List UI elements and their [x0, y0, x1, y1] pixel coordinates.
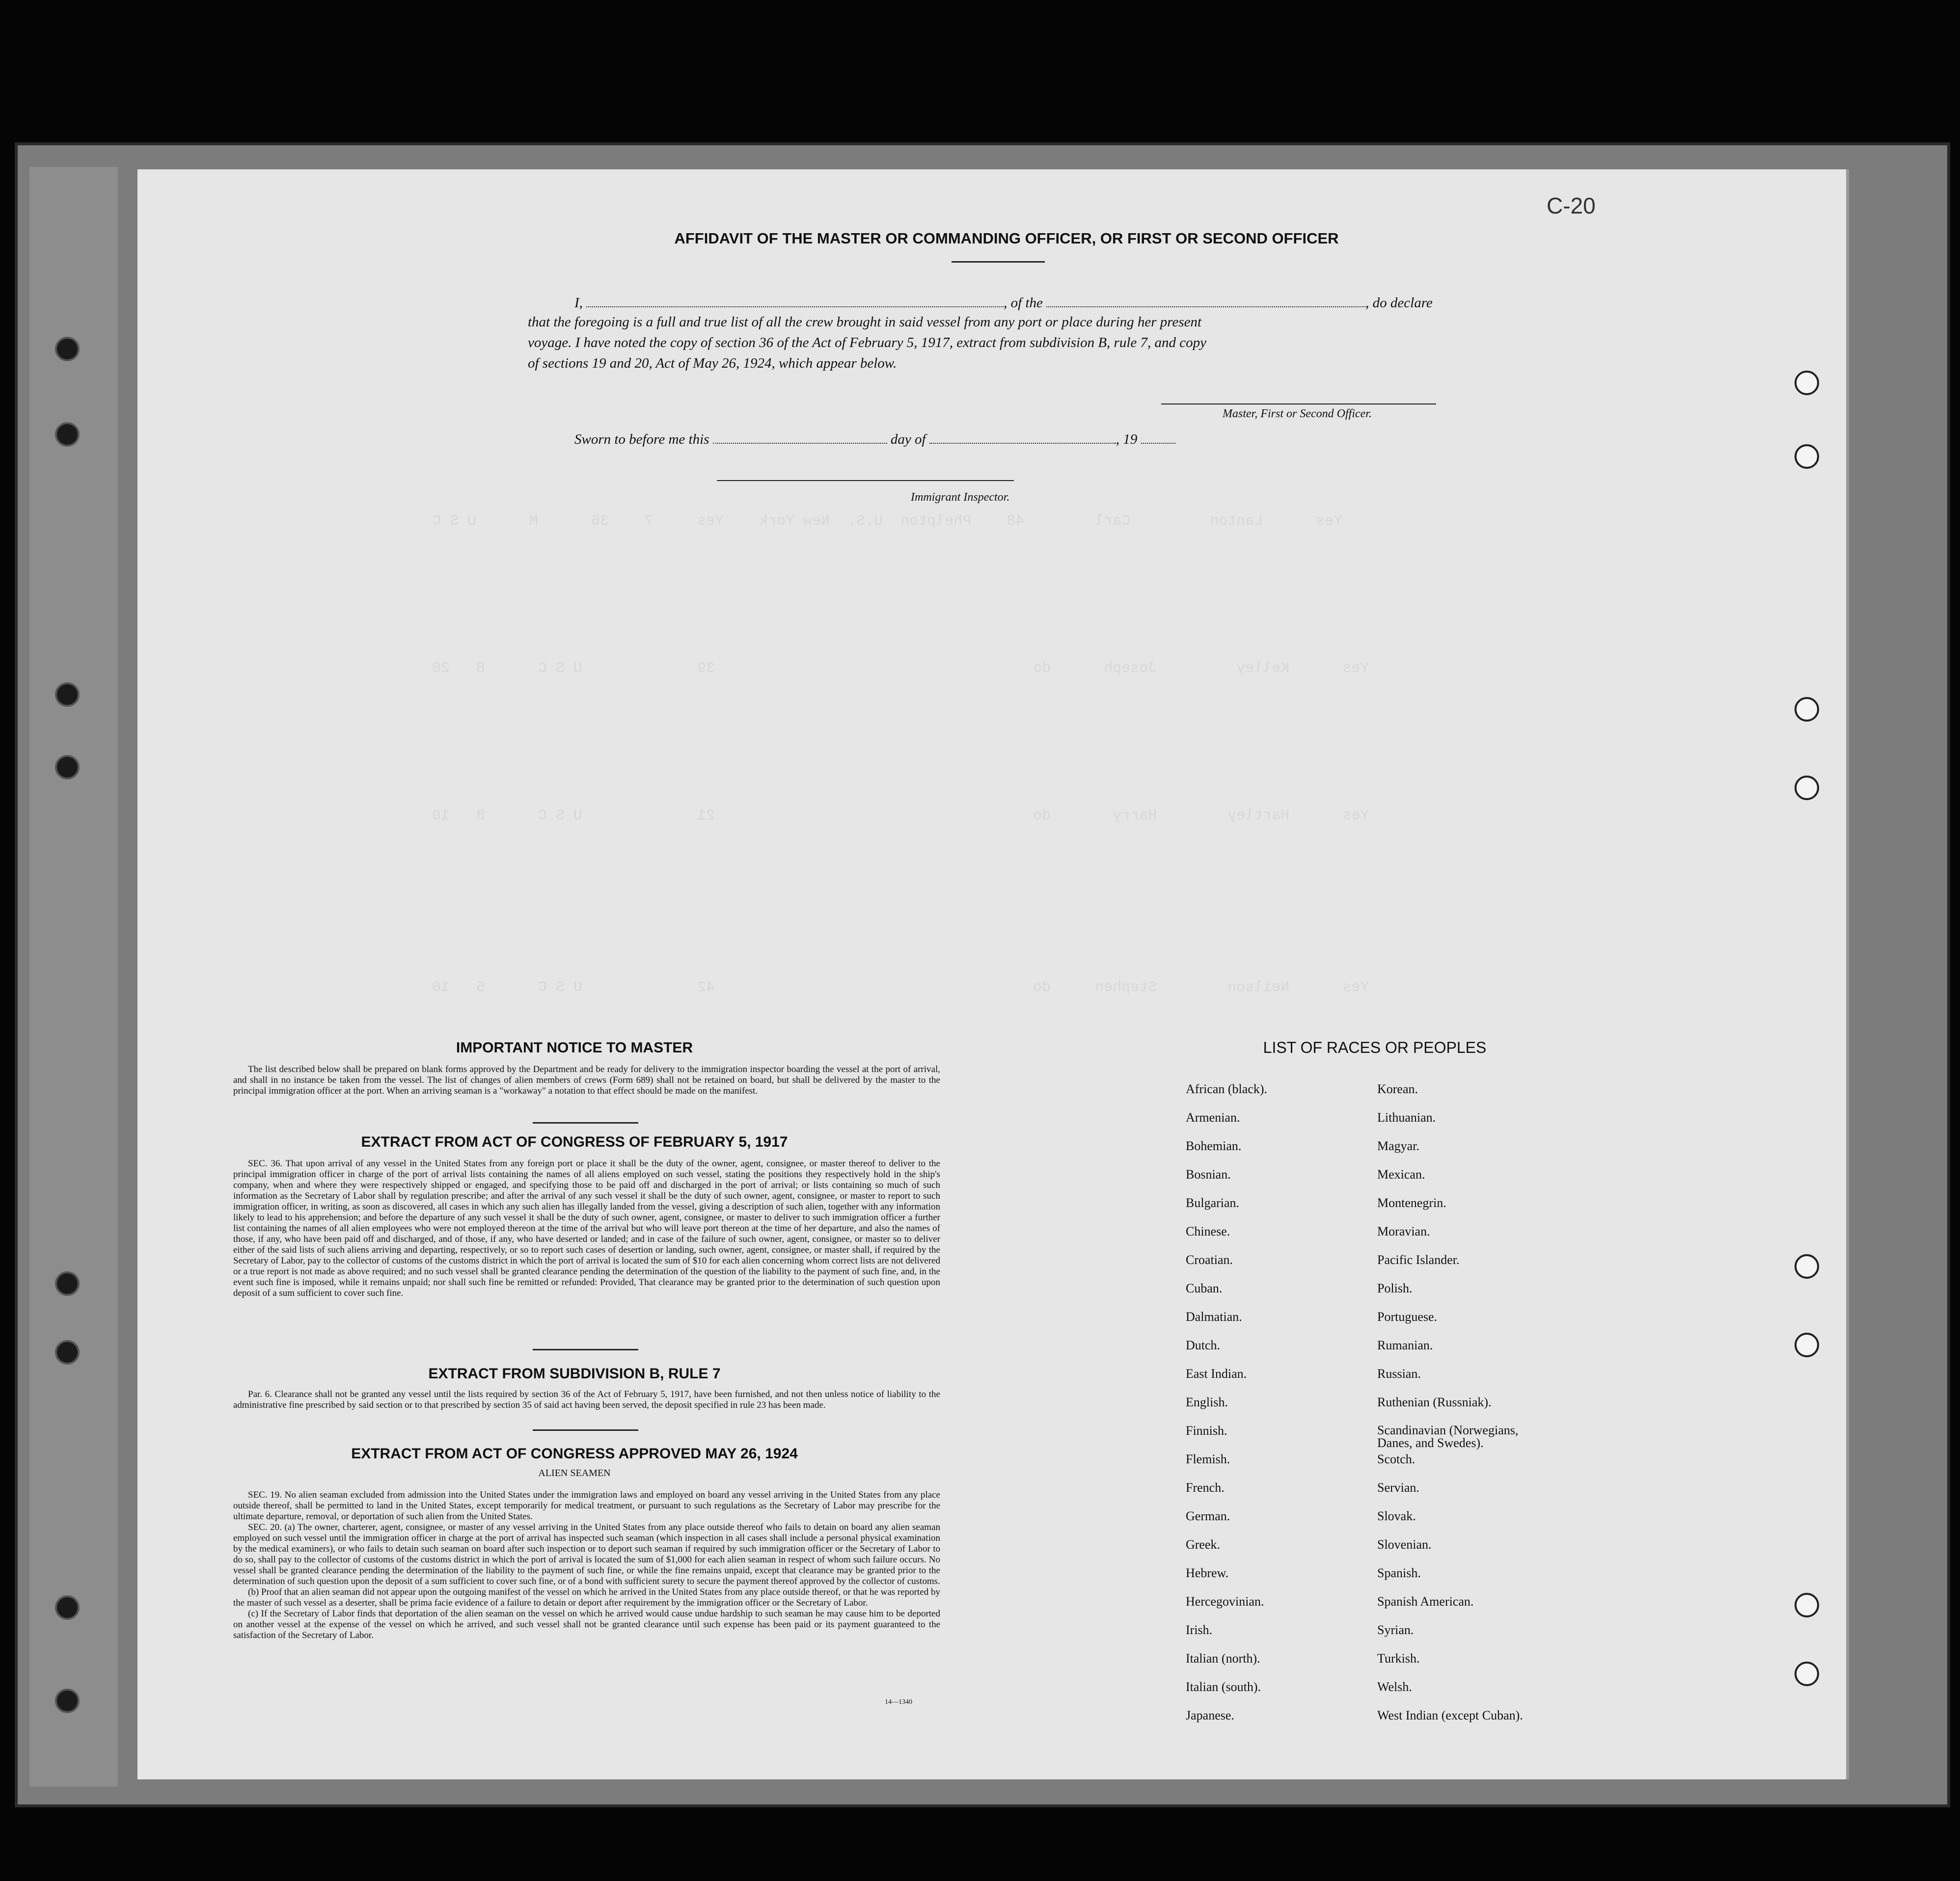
race-item: Moravian. [1377, 1224, 1430, 1238]
race-item: Korean. [1377, 1082, 1418, 1096]
board-edge [29, 167, 118, 1787]
races-column-right [1377, 1082, 1574, 1737]
subdivision-text: Par. 6. Clearance shall not be granted any vessel until the lists required by section 36 of the Act of February 5, 1917, have been furnished, and not then unless notice of liability to the administrative fine prescribed by said section or to that prescribed by section 35 of said act having been served, the deposit specified in rule 23 has been made. [233, 1389, 940, 1410]
race-item: Croatian. [1186, 1253, 1233, 1267]
race-item: Finnish. [1186, 1424, 1227, 1438]
race-item: Greek. [1186, 1537, 1221, 1552]
divider [533, 1349, 638, 1350]
notice-title: IMPORTANT NOTICE TO MASTER [456, 1040, 693, 1056]
race-item: Scotch. [1377, 1452, 1416, 1466]
year-label: , 19 [1116, 431, 1138, 447]
section-19: SEC. 19. No alien seaman excluded from admission into the United States under the immigration laws and employed on board any vessel arriving in the United States from any place outside thereof, shall be permitted to land in the United States, except temporarily for medical treatment, or pursuant to such regulations as the Secretary of Labor may prescribe for the ultimate departure, removal, or deportation of such alien from the United States. [233, 1490, 940, 1522]
race-item: Dalmatian. [1186, 1310, 1242, 1324]
declarant-name-field[interactable] [586, 294, 1004, 307]
binder-hole [55, 422, 80, 447]
affidavit-line2: that the foregoing is a full and true list of all the crew brought in said vessel from any port or place during her present [528, 314, 1202, 330]
vessel-label: , of the [1004, 295, 1043, 311]
reverse-side-bleed: Yes Lanton Carl 48 Phelpton U.S. New York Yes 7 36 M U S C [432, 513, 1343, 530]
sworn-day-field[interactable] [713, 430, 887, 444]
races-column-left [1186, 1082, 1382, 1737]
race-item: Polish. [1377, 1281, 1413, 1295]
binder-hole [55, 1595, 80, 1620]
race-item: Slovenian. [1377, 1537, 1432, 1552]
race-item: Rumanian. [1377, 1338, 1433, 1352]
race-item: Irish. [1186, 1623, 1213, 1637]
master-signature-line[interactable] [1161, 403, 1436, 404]
inspector-signature-line[interactable] [717, 480, 1014, 481]
race-item: West Indian (except Cuban). [1377, 1708, 1523, 1722]
race-item: Mexican. [1377, 1167, 1425, 1182]
punch-hole [1795, 371, 1819, 395]
sworn-label: Sworn to before me this [574, 431, 709, 447]
race-item: French. [1186, 1480, 1225, 1495]
races-title: LIST OF RACES OR PEOPLES [1263, 1039, 1487, 1056]
inspector-caption: Immigrant Inspector. [911, 491, 1010, 504]
reverse-side-bleed: Yes Kelley Joseph do 39 U S C 8 20 [432, 660, 1369, 677]
race-item: English. [1186, 1395, 1228, 1409]
race-item: Pacific Islander. [1377, 1253, 1460, 1267]
affidavit-line1 [574, 294, 1433, 311]
declare-label: , do declare [1365, 295, 1433, 311]
binder-hole [55, 1271, 80, 1296]
section-20b: (b) Proof that an alien seaman did not appear upon the outgoing manifest of the vessel on which he arrived in the United States from any place outside thereof, or that he was reported by the master of such vessel as a deserter, shall be prima facie evidence of a failure to detain or deport after requirement by the immigration officer or the Secretary of Labor. [233, 1587, 940, 1608]
race-item: Spanish American. [1377, 1594, 1474, 1609]
binder-hole [55, 682, 80, 707]
race-item: Bulgarian. [1186, 1196, 1240, 1210]
race-item: Russian. [1377, 1367, 1421, 1381]
punch-hole [1795, 776, 1819, 800]
binder-hole [55, 1689, 80, 1713]
race-item: Italian (south). [1186, 1680, 1261, 1694]
master-caption: Master, First or Second Officer. [1223, 407, 1372, 420]
sworn-month-field[interactable] [929, 430, 1116, 444]
punch-hole [1795, 1662, 1819, 1686]
alien-seamen-subtitle: ALIEN SEAMEN [538, 1468, 611, 1478]
divider [533, 1429, 638, 1431]
race-item: Japanese. [1186, 1708, 1234, 1722]
punch-hole [1795, 1333, 1819, 1357]
race-item: Italian (north). [1186, 1651, 1260, 1666]
race-item: German. [1186, 1509, 1230, 1523]
declarant-label: I, [574, 295, 583, 311]
divider [952, 261, 1045, 263]
race-item: Welsh. [1377, 1680, 1412, 1694]
reverse-side-bleed: Yes Hartley Harry do 21 U S C 8 10 [432, 807, 1369, 824]
race-item: Hercegovinian. [1186, 1594, 1264, 1609]
punch-hole [1795, 444, 1819, 469]
punch-hole [1795, 1254, 1819, 1279]
race-item: Magyar. [1377, 1139, 1419, 1153]
extract-1924-text [233, 1490, 940, 1641]
race-item: Armenian. [1186, 1110, 1240, 1125]
races-list [1186, 1082, 1588, 1735]
race-item: East Indian. [1186, 1367, 1247, 1381]
punch-hole [1795, 697, 1819, 722]
extract-1917-title: EXTRACT FROM ACT OF CONGRESS OF FEBRUARY 5, 1917 [361, 1134, 788, 1150]
divider [533, 1122, 638, 1124]
race-item: Montenegrin. [1377, 1196, 1446, 1210]
sworn-line [574, 430, 1175, 448]
race-item: Slovak. [1377, 1509, 1416, 1523]
binder-hole [55, 337, 80, 361]
affidavit-line3: voyage. I have noted the copy of section 36 of the Act of February 5, 1917, extract from subdivision B, rule 7, and copy [528, 335, 1207, 350]
race-item: Flemish. [1186, 1452, 1230, 1466]
binder-hole [55, 755, 80, 779]
race-item: African (black). [1186, 1082, 1268, 1096]
affidavit-line4: of sections 19 and 20, Act of May 26, 1924, which appear below. [528, 355, 897, 371]
race-item: Bohemian. [1186, 1139, 1242, 1153]
race-item: Chinese. [1186, 1224, 1230, 1238]
race-item: Ruthenian (Russniak). [1377, 1395, 1492, 1409]
race-item: Turkish. [1377, 1651, 1420, 1666]
form-number: 14—1340 [885, 1698, 912, 1706]
extract-1917-text: SEC. 36. That upon arrival of any vessel in the United States from any foreign port or place it shall be the duty of the owner, agent, consignee, or master thereof to deliver to the principal immigration officer in charge of the port of arrival lists containing the names of all aliens employed on such vessel, stating the positions they respectively hold in the ship's company, when and where they were respectively shipped or engaged, and specifying those to be paid off and discharged in the port of arrival; or lists containing so much of such information as the Secretary of Labor shall by regulation prescribe; and after the arrival of any such vessel it shall be the duty of such owner, agent, consignee, or master to report to such immigration officer, in writing, as soon as discovered, all cases in which any such alien has illegally landed from the vessel, giving a description of such alien, together with any information likely to lead to his apprehension; and before the departure of any such vessel it shall be the duty of such owner, agent, consignee, or master to deliver to such immigration officer a further list containing the names of all alien employees who were not employed thereon at the time of the arrival but who will leave port thereon at the time of her departure, and also the names of those, if any, who have been paid off and discharged, and of those, if any, who have deserted or landed; and in case of the failure of such owner, agent, consignee, or master so to deliver either of the said lists of such aliens arriving and departing, respectively, or so to report such cases of desertion or landing, such owner, agent, consignee, or master shall, if required by the Secretary of Labor, pay to the collector of customs of the customs district in which the port of arrival is located the sum of $10 for each alien concerning whom correct lists are not delivered or a true report is not made as above required; and no such vessel shall be granted clearance pending the determination of the question of the liability to the payment of such fine, and, in the event such fine is imposed, while it remains unpaid; nor shall such fine be remitted or refunded: Provided, That clearance may be granted prior to the determination of such question upon deposit of a sum sufficient to cover such fine. [233, 1158, 940, 1298]
reverse-side-bleed: Yes Neilson Stephen do 42 U S C 5 10 [432, 979, 1369, 996]
race-item: Portuguese. [1377, 1310, 1438, 1324]
binder-hole [55, 1340, 80, 1365]
day-of-label: day of [890, 431, 926, 447]
race-item: Dutch. [1186, 1338, 1221, 1352]
race-item: Hebrew. [1186, 1566, 1229, 1580]
race-item: Spanish. [1377, 1566, 1421, 1580]
race-item: Bosnian. [1186, 1167, 1231, 1182]
race-item: Cuban. [1186, 1281, 1223, 1295]
punch-hole [1795, 1593, 1819, 1617]
notice-text: The list described below shall be prepared on blank forms approved by the Department and be ready for delivery to the immigration inspector boarding the vessel at the port of arrival, and shall in no instance be taken from the vessel. The list of changes of alien members of crews (Form 689) shall not be retained on board, but shall be delivered by the master to the principal immigration officer at the port. When an arriving seaman is a "workaway" a notation to that effect should be made on the manifest. [233, 1064, 940, 1096]
extract-1924-title: EXTRACT FROM ACT OF CONGRESS APPROVED MAY 26, 1924 [351, 1446, 798, 1462]
race-item: Scandinavian (Norwegians, Danes, and Swedes). [1377, 1423, 1519, 1450]
corner-mark: C-20 [1547, 193, 1596, 218]
section-20a: SEC. 20. (a) The owner, charterer, agent, consignee, or master of any vessel arriving in the United States from any place outside thereof who fails to detain on board any alien seaman employed on such vessel until the immigration officer in charge at the port of arrival has inspected such seaman (which inspection in all cases shall include a personal physical examination by the medical examiners), or who fails to detain such seaman on board after such inspection or to deport such seaman if required by such immigration officer or the Secretary of Labor to do so, shall pay to the collector of customs of the customs district in which the port of arrival is located the sum of $1,000 for each alien seaman in respect of whom such failure occurs. No vessel shall be granted clearance pending the determination of the liability to the payment of such fine, or while the fine remains unpaid, except that clearance may be granted prior to the determination of such question upon the deposit of a sum sufficient to cover such fine, or of a bond with sufficient surety to secure the payment thereof approved by the collector of customs. [233, 1522, 940, 1586]
affidavit-title: AFFIDAVIT OF THE MASTER OR COMMANDING OFFICER, OR FIRST OR SECOND OFFICER [674, 230, 1339, 247]
subdivision-title: EXTRACT FROM SUBDIVISION B, RULE 7 [428, 1366, 721, 1382]
race-item: Lithuanian. [1377, 1110, 1436, 1125]
race-item: Servian. [1377, 1480, 1419, 1495]
race-item: Syrian. [1377, 1623, 1414, 1637]
vessel-name-field[interactable] [1046, 294, 1365, 307]
sworn-year-field[interactable] [1141, 430, 1175, 444]
section-20c: (c) If the Secretary of Labor finds that deportation of the alien seaman on the vessel on which he arrived would cause undue hardship to such seaman he may cause him to be deported on another vessel at the expense of the vessel on which he arrived, and such vessel shall not be granted clearance until such expense has been paid or its payment guaranteed to the satisfaction of the Secretary of Labor. [233, 1609, 940, 1640]
